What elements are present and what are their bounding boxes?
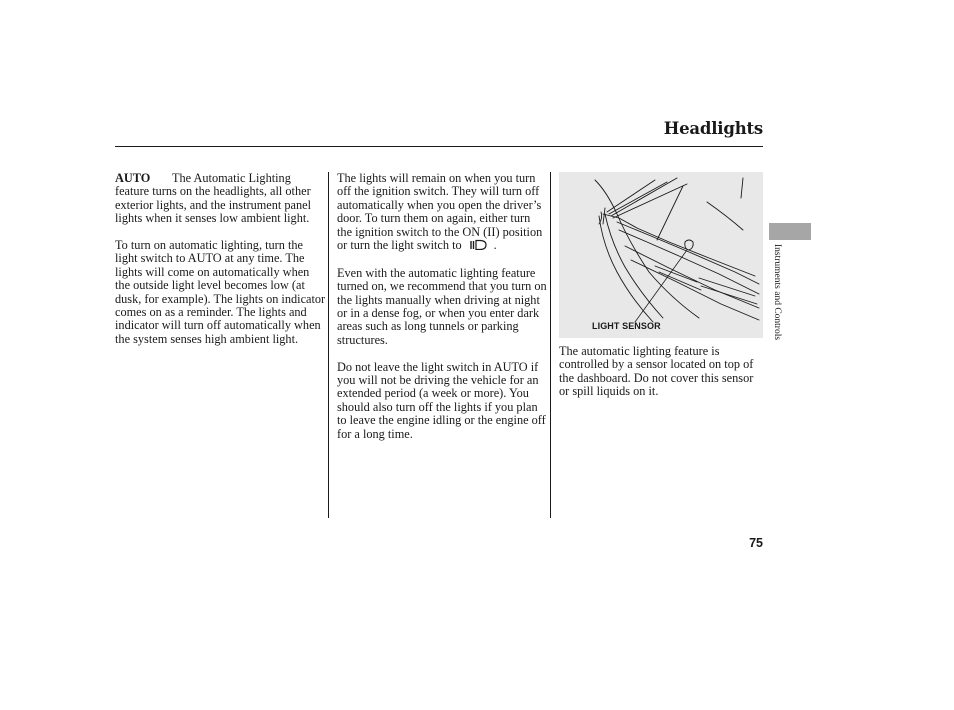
sensor-paragraph: The automatic lighting feature is controlled by a sensor located on top of the dashboard. Do not cover this sensor or spill liquids on it. [559,344,754,399]
lights-remain-paragraph [337,172,547,253]
light-sensor-label: LIGHT SENSOR [592,321,661,331]
extended-period-paragraph: Do not leave the light switch in AUTO if you will not be driving the vehicle for an extended period (a week or more). You should also turn off the lights if you plan to leave the engine idling or the engine off for a long time. [337,359,546,441]
light-sensor-figure [559,172,763,338]
headlight-on-icon [470,239,488,253]
manual-lights-paragraph: Even with the automatic lighting feature turned on, we recommend that you turn on the lights manually when driving at night or in a dense fog, or when you enter dark areas such as long tunnels or parking structures. [337,265,547,347]
lights-remain-end: . [493,238,497,253]
column-divider-1 [328,172,329,518]
auto-paragraph [115,172,327,226]
column-divider-2 [550,172,551,518]
dashboard-illustration [559,172,763,338]
column-left [115,172,327,360]
turn-on-paragraph: To turn on automatic lighting, turn the light switch to AUTO at any time. The lights will come on automatically when the outside light level becomes low (at dusk, for example). The lights on indicator comes on as a reminder. The lights and indicator will turn off automatically when the system senses high ambient light. [115,238,326,346]
section-tab-marker [769,223,811,240]
section-tab-label: Instruments and Controls [772,244,782,341]
column-middle [337,172,547,454]
column-right [559,345,764,412]
page-title: Headlights [663,119,763,138]
page-number: 75 [749,536,763,550]
auto-description: The Automatic Lighting feature turns on the headlights, all other exterior lights, and the instrument panel lights when it senses low ambient light. [115,171,312,226]
auto-term: AUTO [115,171,151,185]
title-rule [115,146,763,147]
lights-remain-text: The lights will remain on when you turn off the ignition switch. They will turn off automatically when you open the driver’s door. To turn them on again, either turn the ignition switch to the ON (II) position or turn the light switch to [337,171,543,253]
